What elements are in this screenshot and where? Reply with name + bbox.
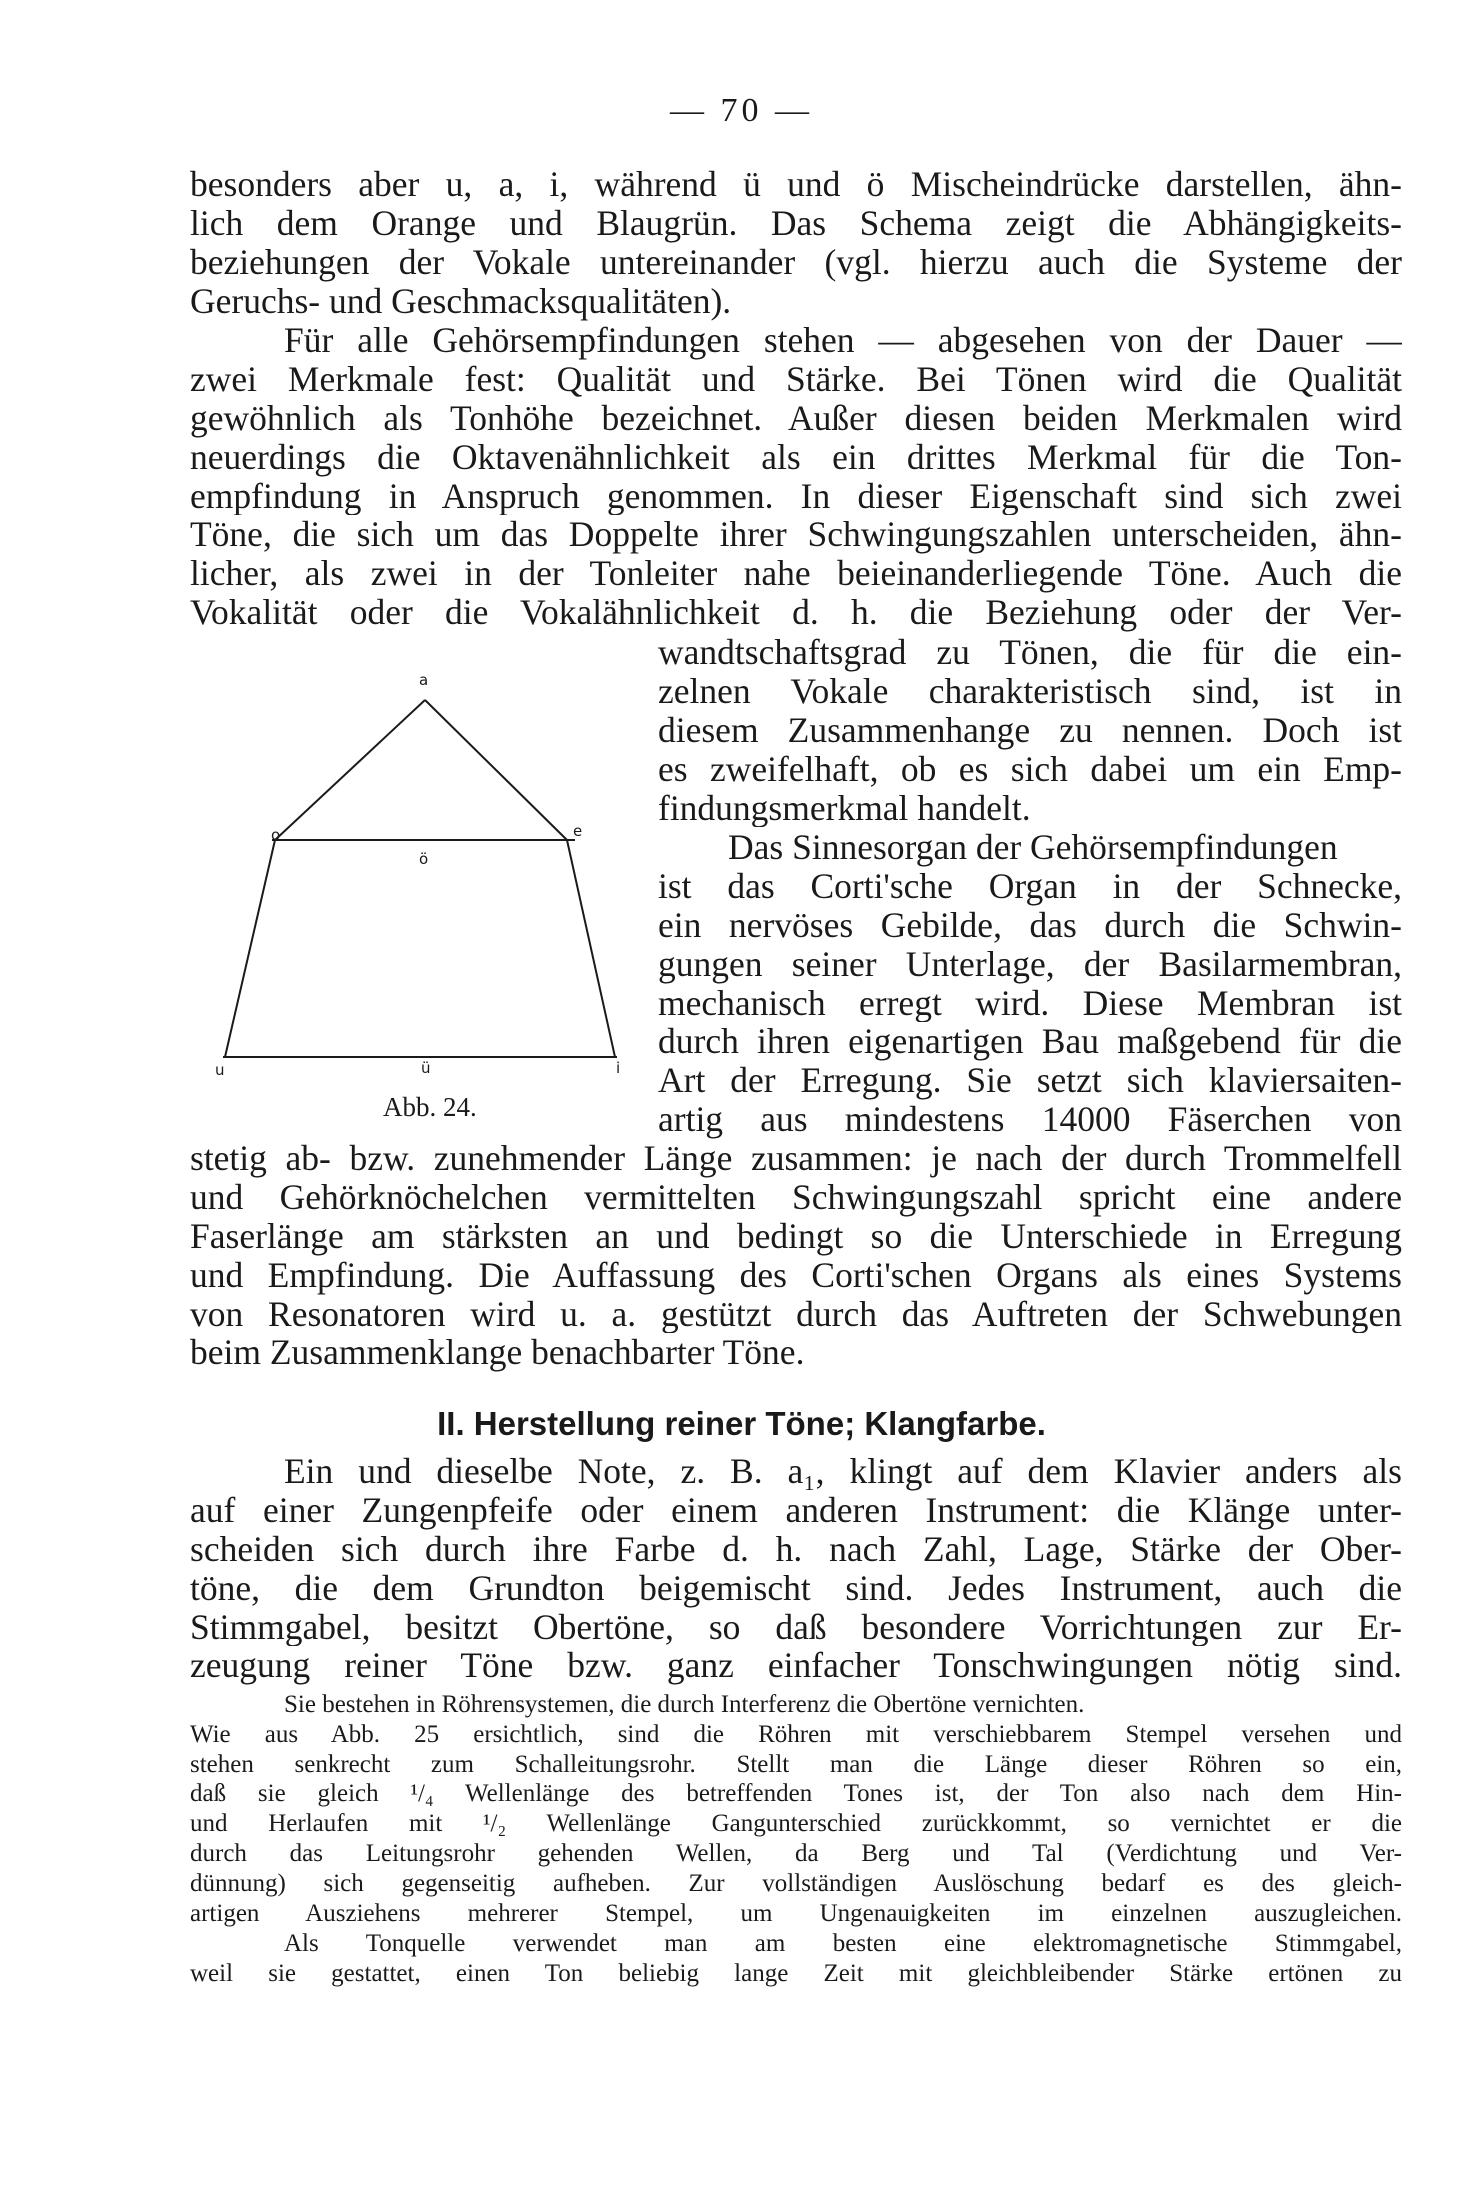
text-line: durch das Leitungsrohr gehenden Wellen, da Berg und Tal (Verdichtung und Ver- xyxy=(190,1839,1402,1867)
text-line: licher, als zwei in der Tonleiter nahe beieinanderliegende Töne. Auch die xyxy=(190,554,1402,594)
text-line: und Herlaufen mit ¹/₂ Wellenlänge Gangunterschied zurückkommt, so vernichtet er die xyxy=(190,1810,1402,1838)
text-line: beziehungen der Vokale untereinander (vgl. hierzu auch die Systeme der xyxy=(190,242,1402,282)
text-line: töne, die dem Grundton beigemischt sind. Jedes Instrument, auch die xyxy=(190,1568,1402,1608)
text-line: Als Tonquelle verwendet man am besten eine elektromagnetische Stimmgabel, xyxy=(284,1930,1402,1957)
line-a-o xyxy=(275,700,425,840)
text-line: Ein und dieselbe Note, z. B. a₁, klingt auf dem Klavier anders als xyxy=(284,1452,1402,1491)
text-line: wandtschaftsgrad zu Tönen, die für die ein- xyxy=(658,633,1402,672)
text-line: zeugung reiner Töne bzw. ganz einfacher Tonschwingungen nötig sind. xyxy=(190,1646,1402,1686)
label-u: u xyxy=(215,1061,225,1079)
text-line: artig aus mindestens 14000 Fäserchen von xyxy=(658,1100,1402,1140)
text-line: von Resonatoren wird u. a. gestützt durch das Auftreten der Schwebungen xyxy=(190,1294,1402,1334)
small-print-tuning-fork xyxy=(190,1929,1402,1989)
text-line: neuerdings die Oktavenähnlichkeit als ein drittes Merkmal für die Ton- xyxy=(190,437,1402,477)
text-line: auf einer Zungenpfeife oder einem anderen Instrument: die Klänge unter- xyxy=(190,1490,1402,1530)
text-line: diesem Zusammenhange zu nennen. Doch ist xyxy=(658,710,1402,750)
text-line: gungen seiner Unterlage, der Basilarmembran, xyxy=(658,944,1402,984)
text-line: scheiden sich durch ihre Farbe d. h. nach Zahl, Lage, Stärke der Ober- xyxy=(190,1529,1402,1569)
text-line: ein nervöses Gebilde, das durch die Schwin- xyxy=(658,905,1402,945)
text-line: Für alle Gehörsempfindungen stehen — abgesehen von der Dauer — xyxy=(284,321,1402,360)
line-a-e xyxy=(425,700,567,840)
label-e: e xyxy=(573,822,583,840)
text-line: daß sie gleich ¹/₄ Wellenlänge des betreffenden Tones ist, der Ton also nach dem Hin- xyxy=(190,1780,1402,1808)
text-line: artigen Ausziehens mehrerer Stempel, um Ungenauigkeiten im einzelnen auszugleichen. xyxy=(190,1899,1402,1927)
text-line: zelnen Vokale charakteristisch sind, ist in xyxy=(658,671,1402,711)
label-o: o xyxy=(271,826,281,844)
text-line: mechanisch erregt wird. Diese Membran ist xyxy=(658,983,1402,1023)
line-o-u xyxy=(225,840,275,1057)
paragraph-corti-organ xyxy=(190,1139,1402,1372)
text-line: findungsmerkmal handelt. xyxy=(658,788,1031,828)
text-line: Art der Erregung. Sie setzt sich klaviersaiten- xyxy=(658,1061,1402,1101)
right-column-text-a xyxy=(658,633,1402,827)
text-line: Töne, die sich um das Doppelte ihrer Schwingungszahlen unterscheiden, ähn- xyxy=(190,515,1402,555)
small-print-interference xyxy=(190,1690,1402,1928)
text-line: Faserlänge am stärksten an und bedingt so die Unterschiede in Erregung xyxy=(190,1216,1402,1256)
label-ue: ü xyxy=(421,1059,431,1077)
text-line: und Gehörknöchelchen vermittelten Schwingungszahl spricht eine andere xyxy=(190,1177,1402,1217)
text-line: weil sie gestattet, einen Ton beliebig lange Zeit mit gleichbleibender Stärke ertönen zu xyxy=(190,1959,1402,1987)
text-line: stetig ab- bzw. zunehmender Länge zusammen: je nach der durch Trommelfell xyxy=(190,1139,1402,1178)
text-line: Wie aus Abb. 25 ersichtlich, sind die Röhren mit verschiebbarem Stempel versehen und xyxy=(190,1720,1402,1748)
section-heading: II. Herstellung reiner Töne; Klangfarbe. xyxy=(437,1405,1046,1442)
label-i: i xyxy=(616,1059,621,1077)
label-oe: ö xyxy=(419,850,429,868)
text-line: Stimmgabel, besitzt Obertöne, so daß besondere Vorrichtungen zur Er- xyxy=(190,1607,1402,1647)
figure-caption: Abb. 24. xyxy=(383,1092,477,1122)
text-line: ist das Corti'sche Organ in der Schnecke, xyxy=(658,866,1402,906)
label-a: a xyxy=(419,671,429,689)
text-line: Geruchs- und Geschmacksqualitäten). xyxy=(190,281,732,321)
text-line: Vokalität oder die Vokalähnlichkeit d. h. die Beziehung oder der Ver- xyxy=(190,593,1402,633)
text-line: es zweifelhaft, ob es sich dabei um ein Emp- xyxy=(658,749,1402,789)
text-line: beim Zusammenklange benachbarter Töne. xyxy=(190,1333,805,1373)
text-line: dünnung) sich gegenseitig aufheben. Zur vollständigen Auslöschung bedarf es des gleich- xyxy=(190,1869,1402,1897)
text-line: Sie bestehen in Röhrensystemen, die durch Interferenz die Obertöne vernichten. xyxy=(284,1691,1085,1718)
page-number: — 70 — xyxy=(670,92,813,129)
text-line: empfindung in Anspruch genommen. In dieser Eigenschaft sind sich zwei xyxy=(190,476,1402,516)
text-line: und Empfindung. Die Auffassung des Corti'schen Organs als eines Systems xyxy=(190,1255,1402,1295)
text-line: stehen senkrecht zum Schalleitungsrohr. Stellt man die Länge dieser Röhren so ein, xyxy=(190,1750,1402,1778)
line-e-i xyxy=(567,840,615,1057)
text-line: zwei Merkmale fest: Qualität und Stärke. Bei Tönen wird die Qualität xyxy=(190,359,1402,399)
text-line: gewöhnlich als Tonhöhe bezeichnet. Außer diesen beiden Merkmalen wird xyxy=(190,398,1402,438)
paragraph-vowel-schema xyxy=(190,165,1402,321)
text-line: lich dem Orange und Blaugrün. Das Schema zeigt die Abhängigkeits- xyxy=(190,203,1402,243)
text-line: durch ihren eigenartigen Bau maßgebend für die xyxy=(658,1022,1402,1062)
paragraph-hearing-qualities xyxy=(190,321,1402,632)
paragraph-timbre xyxy=(190,1452,1402,1685)
text-line: besonders aber u, a, i, während ü und ö Mischeindrücke darstellen, ähn- xyxy=(190,165,1402,204)
text-line: Das Sinnesorgan der Gehörsempfindungen xyxy=(728,828,1338,867)
right-column-text-b xyxy=(658,828,1402,1139)
vowel-schema-figure xyxy=(215,660,645,1130)
